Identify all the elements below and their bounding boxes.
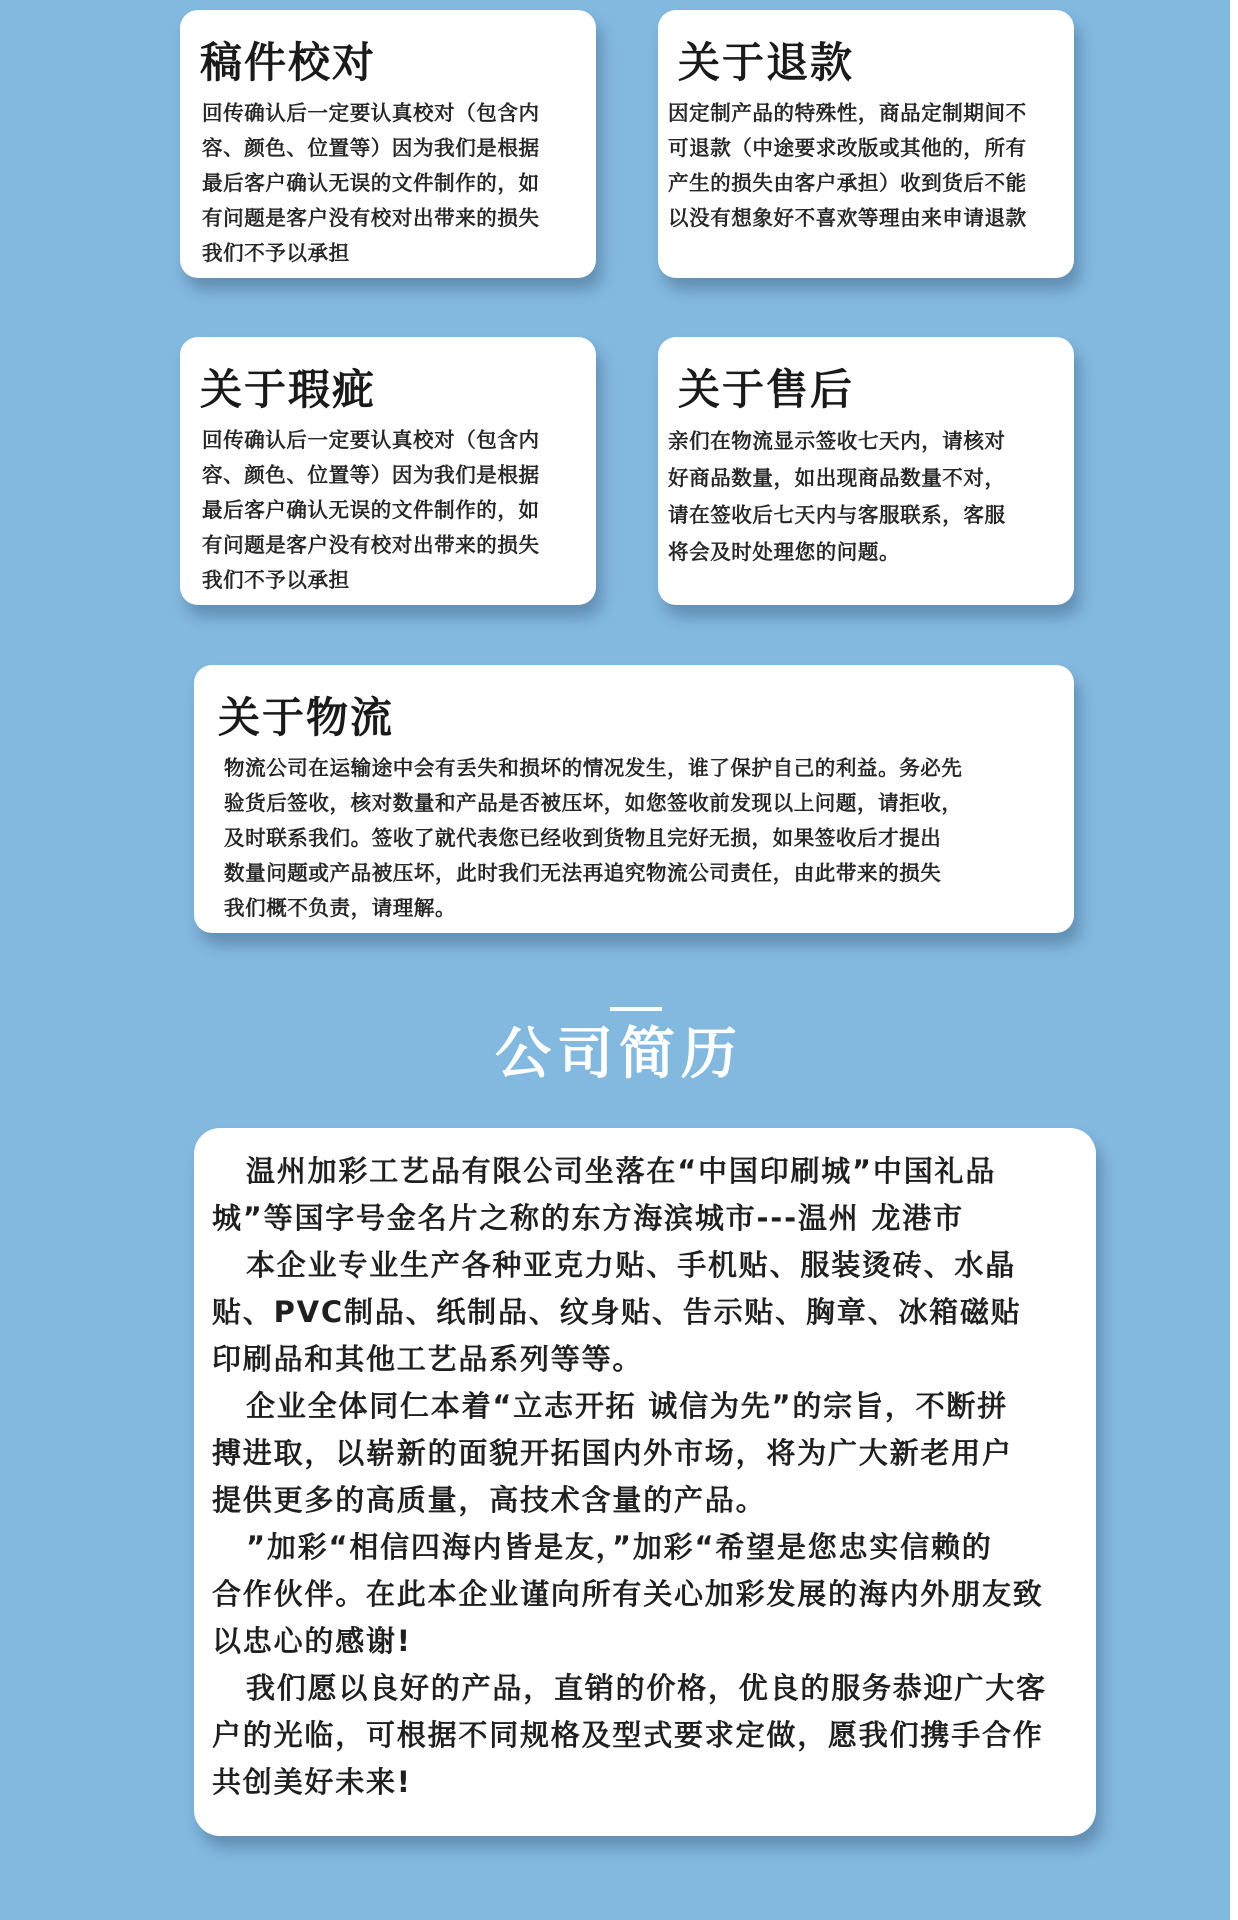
card-logistics bbox=[194, 665, 1074, 933]
card-defects bbox=[180, 337, 596, 605]
card-body-line: 有问题是客户没有校对出带来的损失 bbox=[202, 533, 540, 557]
card-body-line: 物流公司在运输途中会有丢失和损坏的情况发生，谁了保护自己的利益。务必先 bbox=[224, 756, 963, 780]
card-after-sales bbox=[658, 337, 1074, 605]
card-body-line: 我们不予以承担 bbox=[202, 568, 350, 592]
intro-line: 合作伙伴。在此本企业谨向所有关心加彩发展的海内外朋友致 bbox=[212, 1577, 1044, 1611]
card-body-line: 我们不予以承担 bbox=[202, 241, 350, 265]
intro-line: 城”等国字号金名片之称的东方海滨城市---温州 龙港市 bbox=[212, 1201, 964, 1235]
card-body-line: 以没有想象好不喜欢等理由来申请退款 bbox=[668, 206, 1027, 230]
intro-line: 本企业专业生产各种亚克力贴、手机贴、服装烫砖、水晶 bbox=[246, 1248, 1017, 1282]
card-body-line: 亲们在物流显示签收七天内，请核对 bbox=[668, 429, 1006, 453]
intro-line: 温州加彩工艺品有限公司坐落在“中国印刷城”中国礼品 bbox=[246, 1154, 997, 1188]
card-body-line: 将会及时处理您的问题。 bbox=[668, 540, 901, 564]
card-body bbox=[202, 423, 578, 598]
section-divider bbox=[610, 1007, 662, 1011]
section-title: 公司简历 bbox=[495, 1022, 743, 1087]
card-title: 关于退款 bbox=[678, 38, 855, 87]
intro-line: 企业全体同仁本着“立志开拓 诚信为先”的宗旨，不断拼 bbox=[246, 1389, 1009, 1423]
card-body bbox=[668, 423, 1056, 571]
card-refund bbox=[658, 10, 1074, 278]
card-title: 关于售后 bbox=[678, 365, 855, 414]
card-body-line: 回传确认后一定要认真校对（包含内 bbox=[202, 101, 540, 125]
card-title: 稿件校对 bbox=[200, 38, 377, 87]
card-body-line: 产生的损失由客户承担）收到货后不能 bbox=[668, 171, 1027, 195]
card-title: 关于物流 bbox=[218, 693, 395, 742]
card-proofreading bbox=[180, 10, 596, 278]
intro-line: 贴、PVC制品、纸制品、纹身贴、告示贴、胸章、冰箱磁贴 bbox=[212, 1295, 1022, 1329]
card-title: 关于瑕疵 bbox=[200, 365, 377, 414]
card-body-line: 我们概不负责，请理解。 bbox=[224, 896, 457, 920]
company-intro-card bbox=[194, 1128, 1096, 1836]
intro-line: 我们愿以良好的产品，直销的价格，优良的服务恭迎广大客 bbox=[246, 1671, 1047, 1705]
card-body bbox=[202, 96, 578, 271]
intro-line: 以忠心的感谢! bbox=[212, 1624, 412, 1658]
card-body-line: 验货后签收，核对数量和产品是否被压坏，如您签收前发现以上问题，请拒收， bbox=[224, 791, 963, 815]
intro-line: ”加彩“相信四海内皆是友，”加彩“希望是您忠实信赖的 bbox=[246, 1530, 993, 1564]
card-body-line: 数量问题或产品被压坏，此时我们无法再追究物流公司责任，由此带来的损失 bbox=[224, 861, 942, 885]
card-body-line: 最后客户确认无误的文件制作的，如 bbox=[202, 498, 540, 522]
card-body-line: 回传确认后一定要认真校对（包含内 bbox=[202, 428, 540, 452]
card-body-line: 好商品数量，如出现商品数量不对， bbox=[668, 466, 1006, 490]
card-body bbox=[668, 96, 1056, 236]
card-body-line: 可退款（中途要求改版或其他的，所有 bbox=[668, 136, 1027, 160]
card-body-line: 及时联系我们。签收了就代表您已经收到货物且完好无损，如果签收后才提出 bbox=[224, 826, 942, 850]
intro-line: 提供更多的高质量，高技术含量的产品。 bbox=[212, 1483, 767, 1517]
card-body-line: 最后客户确认无误的文件制作的，如 bbox=[202, 171, 540, 195]
card-body-line: 容、颜色、位置等）因为我们是根据 bbox=[202, 463, 540, 487]
intro-line: 搏进取，以崭新的面貌开拓国内外市场，将为广大新老用户 bbox=[212, 1436, 1013, 1470]
card-body bbox=[224, 751, 1056, 926]
intro-line: 户的光临，可根据不同规格及型式要求定做，愿我们携手合作 bbox=[212, 1718, 1044, 1752]
card-body-line: 请在签收后七天内与客服联系，客服 bbox=[668, 503, 1006, 527]
intro-line: 共创美好未来! bbox=[212, 1765, 412, 1799]
card-body-line: 因定制产品的特殊性，商品定制期间不 bbox=[668, 101, 1027, 125]
intro-line: 印刷品和其他工艺品系列等等。 bbox=[212, 1342, 644, 1376]
card-body-line: 有问题是客户没有校对出带来的损失 bbox=[202, 206, 540, 230]
card-body-line: 容、颜色、位置等）因为我们是根据 bbox=[202, 136, 540, 160]
